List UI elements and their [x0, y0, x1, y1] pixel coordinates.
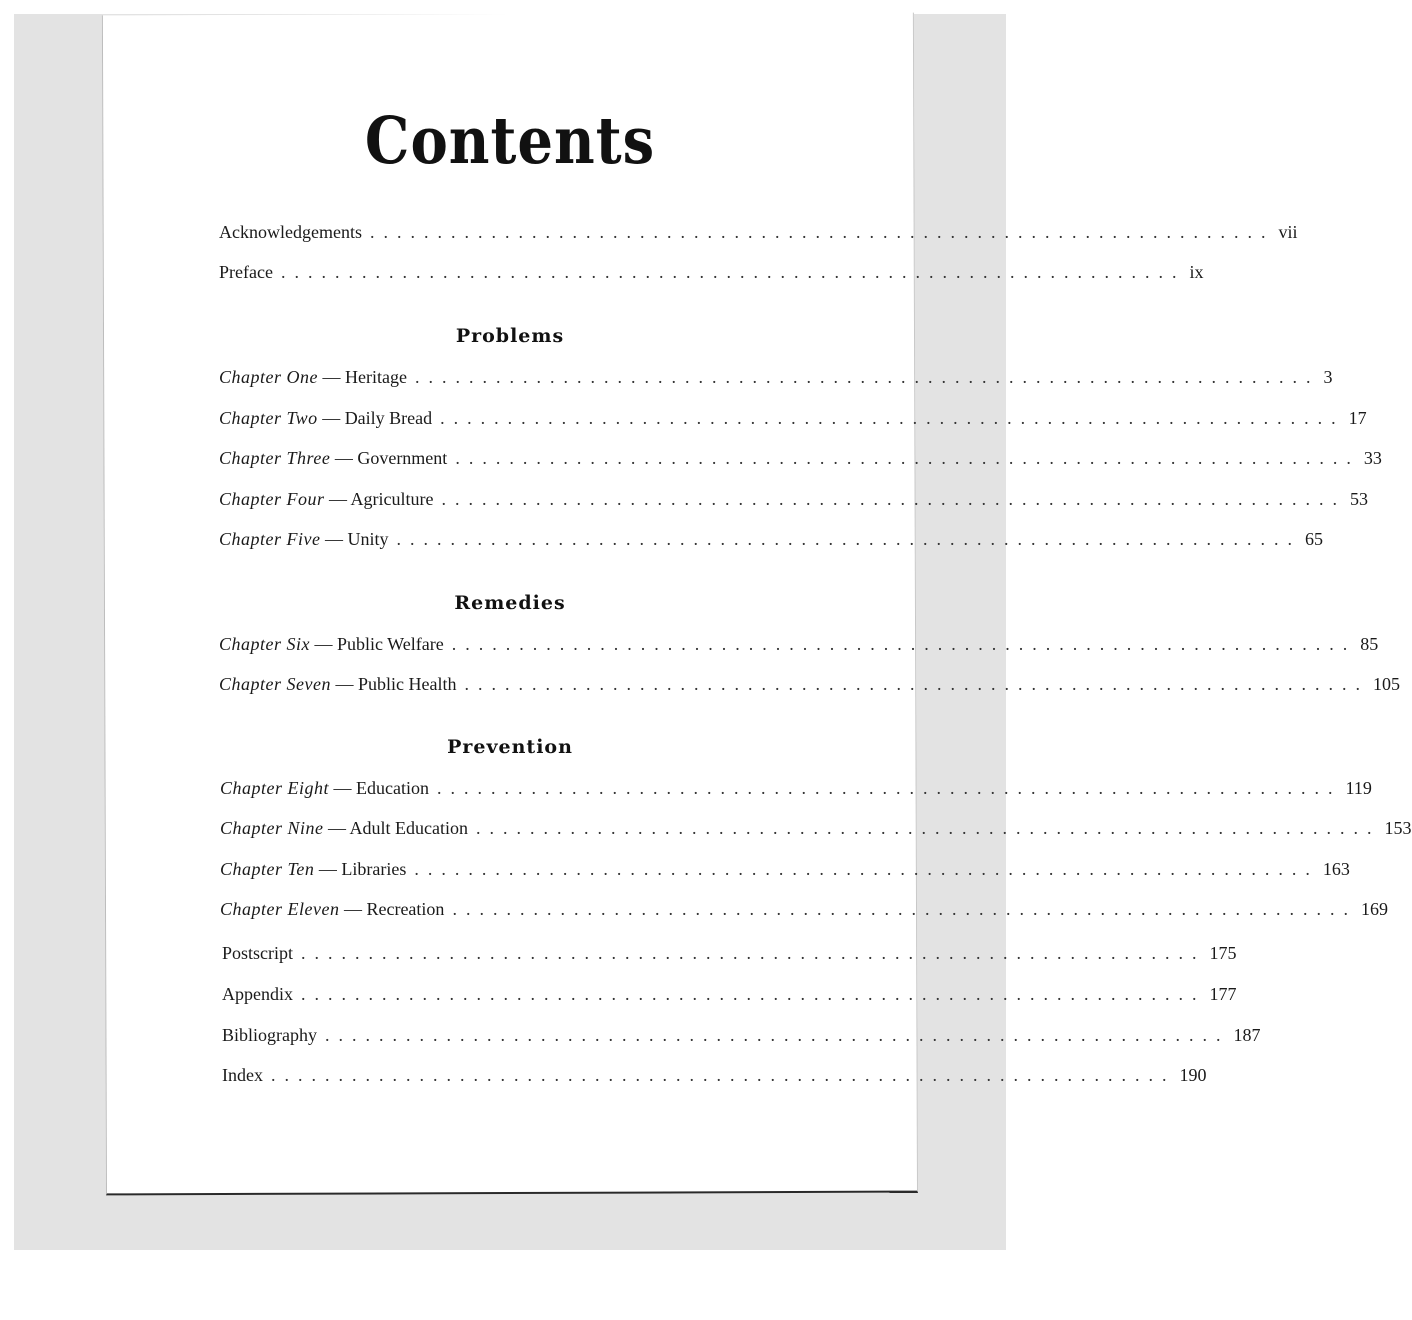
- chapter-title: Education: [356, 778, 429, 798]
- toc-entry-preface[interactable]: [219, 262, 1204, 292]
- toc-page-number: vii: [1278, 222, 1298, 242]
- toc-page-number: 153: [1384, 818, 1412, 838]
- toc-entry-chapter-four[interactable]: [219, 489, 1368, 519]
- toc-page-number: 17: [1348, 408, 1367, 428]
- chapter-number: Chapter Eight: [220, 778, 329, 798]
- toc-entry-label: [219, 367, 415, 388]
- dot-leader: ...................................................................: [369, 222, 1275, 242]
- toc-entry-chapter-two[interactable]: [219, 408, 1367, 438]
- toc-entry-chapter-nine[interactable]: [220, 818, 1412, 848]
- dot-leader: ...................................................................: [280, 262, 1186, 282]
- toc-entry-chapter-five[interactable]: [219, 529, 1323, 559]
- toc-entry-chapter-one[interactable]: [219, 367, 1333, 397]
- toc-page-number: 3: [1323, 367, 1333, 387]
- toc-entry-chapter-three[interactable]: [219, 448, 1382, 478]
- toc-entry-chapter-seven[interactable]: [219, 674, 1400, 704]
- dot-leader: ...................................................................: [440, 408, 1345, 428]
- toc-entry-index[interactable]: [222, 1065, 1207, 1095]
- em-dash: —: [322, 367, 341, 387]
- em-dash: —: [328, 818, 346, 838]
- chapter-title: Heritage: [345, 367, 407, 387]
- chapter-title: Government: [357, 448, 448, 468]
- dot-leader: ...................................................................: [325, 1025, 1230, 1045]
- chapter-title: Agriculture: [350, 489, 434, 509]
- toc-page-number: 65: [1305, 529, 1323, 549]
- toc-entry-label: [219, 489, 442, 510]
- toc-entry-label: [219, 408, 440, 429]
- em-dash: —: [334, 448, 353, 468]
- toc-entry-chapter-eleven[interactable]: [220, 899, 1388, 929]
- chapter-number: Chapter Four: [219, 489, 325, 509]
- em-dash: —: [343, 899, 362, 919]
- section-heading-problems: Problems: [455, 325, 565, 347]
- toc-entry-label: Preface: [219, 262, 273, 282]
- chapter-number: Chapter Five: [219, 529, 321, 549]
- chapter-number: Chapter Six: [219, 634, 310, 654]
- toc-page-number: 105: [1372, 674, 1400, 694]
- chapter-title: Libraries: [341, 859, 407, 879]
- em-dash: —: [329, 489, 348, 509]
- toc-entry-chapter-eight[interactable]: [220, 778, 1372, 808]
- dot-leader: ...................................................................: [455, 448, 1360, 468]
- toc-page-number: 175: [1209, 943, 1237, 963]
- em-dash: —: [314, 634, 333, 654]
- chapter-number: Chapter Nine: [220, 818, 324, 838]
- dot-leader: ...................................................................: [301, 943, 1206, 963]
- toc-entry-label: Index: [222, 1065, 263, 1085]
- dot-leader: ...................................................................: [451, 634, 1357, 654]
- toc-page-number: 33: [1363, 448, 1382, 468]
- chapter-number: Chapter Seven: [219, 674, 331, 694]
- dot-leader: ...................................................................: [270, 1065, 1176, 1085]
- section-heading-remedies: Remedies: [454, 592, 566, 614]
- dot-leader: ...................................................................: [436, 778, 1342, 798]
- toc-page-number: 119: [1345, 778, 1372, 798]
- toc-entry-label: [220, 859, 414, 880]
- toc-page-number: ix: [1189, 262, 1204, 282]
- toc-entry-label: [219, 529, 397, 550]
- em-dash: —: [324, 529, 343, 549]
- chapter-title: Adult Education: [349, 818, 468, 838]
- toc-entry-label: Acknowledgements: [219, 222, 362, 242]
- toc-entry-label: [219, 634, 452, 655]
- dot-leader: ...................................................................: [452, 899, 1357, 919]
- toc-page-number: 85: [1360, 634, 1379, 654]
- section-heading-prevention: Prevention: [447, 736, 573, 758]
- dot-leader: ...................................................................: [414, 859, 1319, 879]
- toc-entry-appendix[interactable]: [222, 984, 1237, 1014]
- chapter-title: Public Health: [357, 674, 457, 694]
- toc-entry-label: Appendix: [222, 984, 293, 1004]
- chapter-title: Unity: [347, 529, 389, 549]
- chapter-number: Chapter Ten: [220, 859, 315, 879]
- em-dash: —: [322, 408, 341, 428]
- chapter-number: Chapter One: [219, 367, 318, 387]
- dot-leader: ...................................................................: [476, 818, 1381, 838]
- toc-page-number: 190: [1179, 1065, 1207, 1085]
- chapter-number: Chapter Two: [219, 408, 318, 428]
- toc-page-number: 163: [1322, 859, 1350, 879]
- toc-entry-chapter-ten[interactable]: [220, 859, 1350, 889]
- page-title: Contents: [364, 103, 656, 179]
- toc-entry-label: [219, 448, 455, 469]
- toc-entry-label: [220, 778, 437, 799]
- chapter-title: Public Welfare: [337, 634, 444, 654]
- dot-leader: ...................................................................: [441, 489, 1346, 509]
- em-dash: —: [318, 859, 337, 879]
- dot-leader: ...................................................................: [301, 984, 1206, 1004]
- toc-entry-label: [220, 899, 452, 920]
- chapter-number: Chapter Three: [219, 448, 331, 468]
- toc-page-number: 177: [1209, 984, 1237, 1004]
- chapter-title: Daily Bread: [344, 408, 433, 428]
- toc-entry-bibliography[interactable]: [222, 1025, 1261, 1055]
- toc-page-number: 187: [1233, 1025, 1261, 1045]
- dot-leader: ...................................................................: [414, 367, 1320, 387]
- toc-entry-label: Postscript: [222, 943, 294, 963]
- toc-page-number: 53: [1350, 489, 1368, 509]
- em-dash: —: [335, 674, 354, 694]
- dot-leader: ...................................................................: [464, 674, 1369, 694]
- em-dash: —: [333, 778, 352, 798]
- chapter-number: Chapter Eleven: [220, 899, 340, 919]
- chapter-title: Recreation: [366, 899, 445, 919]
- toc-entry-acknowledgements[interactable]: [219, 222, 1298, 252]
- toc-entry-label: [220, 818, 476, 839]
- toc-entry-chapter-six[interactable]: [219, 634, 1379, 664]
- toc-entry-label: Bibliography: [222, 1025, 317, 1045]
- toc-entry-label: [219, 674, 464, 695]
- toc-entry-postscript[interactable]: [222, 943, 1237, 973]
- toc-page-number: 169: [1360, 899, 1388, 919]
- dot-leader: ...................................................................: [396, 529, 1301, 549]
